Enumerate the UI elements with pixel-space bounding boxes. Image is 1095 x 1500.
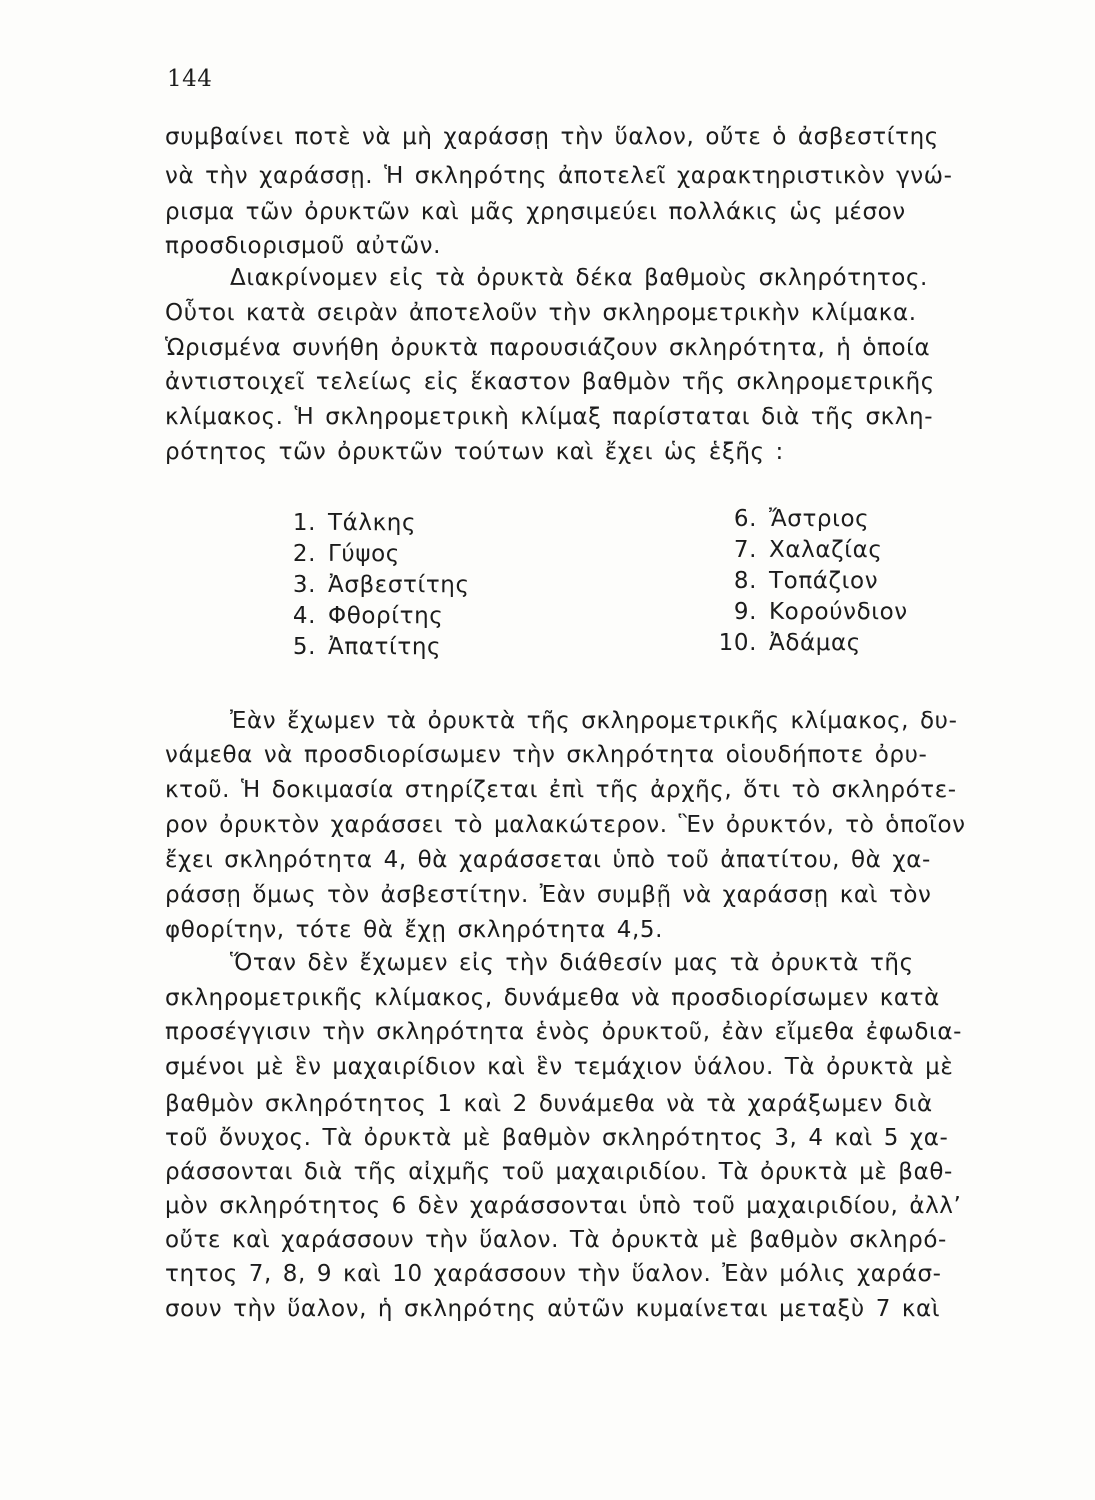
list-item-number: 3. — [292, 572, 316, 598]
list-item — [705, 504, 908, 535]
text-line: προσέγγισιν τὴν σκληρότητα ἑνὸς ὀρυκτοῦ, ἐὰν εἴμεθα ἐφωδια- — [165, 1019, 963, 1045]
list-item-number: 8. — [733, 568, 757, 594]
text-line: Ὅταν δὲν ἔχωμεν εἰς τὴν διάθεσίν μας τὰ ὀρυκτὰ τῆς — [230, 950, 914, 976]
text-line: βαθμὸν σκληρότητος 1 καὶ 2 δυνάμεθα νὰ τὰ χαράξωμεν διὰ — [165, 1091, 933, 1117]
list-item — [270, 601, 470, 632]
list-item-number: 5. — [292, 634, 316, 660]
hardness-scale-left-column — [270, 508, 470, 663]
list-item-name: Χαλαζίας — [769, 537, 883, 563]
text-line: φθορίτην, τότε θὰ ἔχῃ σκληρότητα 4,5. — [165, 917, 664, 943]
list-item-number: 7. — [733, 537, 757, 563]
list-item-name: Ἄστριος — [769, 506, 870, 532]
list-item-name: Ἀδάμας — [769, 630, 861, 656]
list-item-number: 4. — [292, 603, 316, 629]
text-line: κτοῦ. Ἡ δοκιμασία στηρίζεται ἐπὶ τῆς ἀρχῆς, ὅτι τὸ σκληρότε- — [165, 777, 957, 803]
text-line: ρισμα τῶν ὀρυκτῶν καὶ μᾶς χρησιμεύει πολλάκις ὡς μέσον — [165, 199, 906, 225]
text-line: τητος 7, 8, 9 καὶ 10 χαράσσουν τὴν ὕαλον. Ἐὰν μόλις χαράσ- — [165, 1261, 942, 1287]
list-item — [705, 597, 908, 628]
text-line: μὸν σκληρότητος 6 δὲν χαράσσονται ὑπὸ τοῦ μαχαιριδίου, ἀλλ’ — [165, 1193, 962, 1219]
list-item — [270, 539, 470, 570]
list-item-name: Φθορίτης — [328, 603, 444, 629]
list-item-name: Κορούνδιον — [769, 599, 908, 625]
text-line: οὔτε καὶ χαράσσουν τὴν ὕαλον. Τὰ ὀρυκτὰ μὲ βαθμὸν σκληρό- — [165, 1227, 947, 1253]
list-item-number: 6. — [733, 506, 757, 532]
list-item — [705, 628, 908, 659]
text-line: Ἐὰν ἔχωμεν τὰ ὀρυκτὰ τῆς σκληρομετρικῆς κλίμακος, δυ- — [230, 708, 958, 734]
text-line: Οὗτοι κατὰ σειρὰν ἀποτελοῦν τὴν σκληρομετρικὴν κλίμακα. — [165, 300, 917, 326]
list-item-number: 1. — [292, 510, 316, 536]
hardness-scale-right-column — [705, 504, 908, 659]
list-item — [270, 632, 470, 663]
text-line: ἔχει σκληρότητα 4, θὰ χαράσσεται ὑπὸ τοῦ ἀπατίτου, θὰ χα- — [165, 847, 931, 873]
text-line: σουν τὴν ὕαλον, ἡ σκληρότης αὐτῶν κυμαίνεται μεταξὺ 7 καὶ — [165, 1296, 941, 1322]
list-item — [705, 566, 908, 597]
text-line: σμένοι μὲ ἓν μαχαιρίδιον καὶ ἓν τεμάχιον ὑάλου. Τὰ ὀρυκτὰ μὲ — [165, 1054, 954, 1080]
text-line: ράσσῃ ὅμως τὸν ἀσβεστίτην. Ἐὰν συμβῇ νὰ χαράσσῃ καὶ τὸν — [165, 882, 932, 908]
list-item-name: Τάλκης — [328, 510, 417, 536]
text-line: νὰ τὴν χαράσσῃ. Ἡ σκληρότης ἀποτελεῖ χαρακτηριστικὸν γνώ- — [165, 163, 953, 189]
list-item — [705, 535, 908, 566]
text-line: Διακρίνομεν εἰς τὰ ὀρυκτὰ δέκα βαθμοὺς σκληρότητος. — [230, 265, 928, 291]
list-item-name: Ἀπατίτης — [328, 634, 442, 660]
text-line: σκληρομετρικῆς κλίμακος, δυνάμεθα νὰ προσδιορίσωμεν κατὰ — [165, 985, 940, 1011]
list-item-name: Γύψος — [328, 541, 400, 567]
list-item-number: 2. — [292, 541, 316, 567]
text-line: κλίμακος. Ἡ σκληρομετρικὴ κλίμαξ παρίσταται διὰ τῆς σκλη- — [165, 404, 934, 430]
list-item-name: Τοπάζιον — [769, 568, 879, 594]
text-line: προσδιορισμοῦ αὐτῶν. — [165, 233, 442, 259]
list-item-number: 9. — [733, 599, 757, 625]
text-line: ρον ὀρυκτὸν χαράσσει τὸ μαλακώτερον. Ἓν ὀρυκτόν, τὸ ὁποῖον — [165, 812, 966, 838]
text-line: Ὡρισμένα συνήθη ὀρυκτὰ παρουσιάζουν σκληρότητα, ἡ ὁποία — [165, 335, 931, 361]
text-line: ρότητος τῶν ὀρυκτῶν τούτων καὶ ἔχει ὡς ἑξῆς : — [165, 439, 784, 465]
list-item — [270, 508, 470, 539]
list-item-number: 10. — [718, 630, 757, 656]
list-item — [270, 570, 470, 601]
text-line: ράσσονται διὰ τῆς αἰχμῆς τοῦ μαχαιριδίου. Τὰ ὀρυκτὰ μὲ βαθ- — [165, 1159, 953, 1185]
text-line: τοῦ ὄνυχος. Τὰ ὀρυκτὰ μὲ βαθμὸν σκληρότητος 3, 4 καὶ 5 χα- — [165, 1125, 949, 1151]
text-line: ἀντιστοιχεῖ τελείως εἰς ἕκαστον βαθμὸν τῆς σκληρομετρικῆς — [165, 369, 935, 395]
text-line: συμβαίνει ποτὲ νὰ μὴ χαράσσῃ τὴν ὕαλον, οὔτε ὁ ἀσβεστίτης — [165, 124, 939, 150]
page-number: 144 — [167, 66, 213, 92]
text-line: νάμεθα νὰ προσδιορίσωμεν τὴν σκληρότητα οἱουδήποτε ὀρυ- — [165, 742, 928, 768]
list-item-name: Ἀσβεστίτης — [328, 572, 470, 598]
